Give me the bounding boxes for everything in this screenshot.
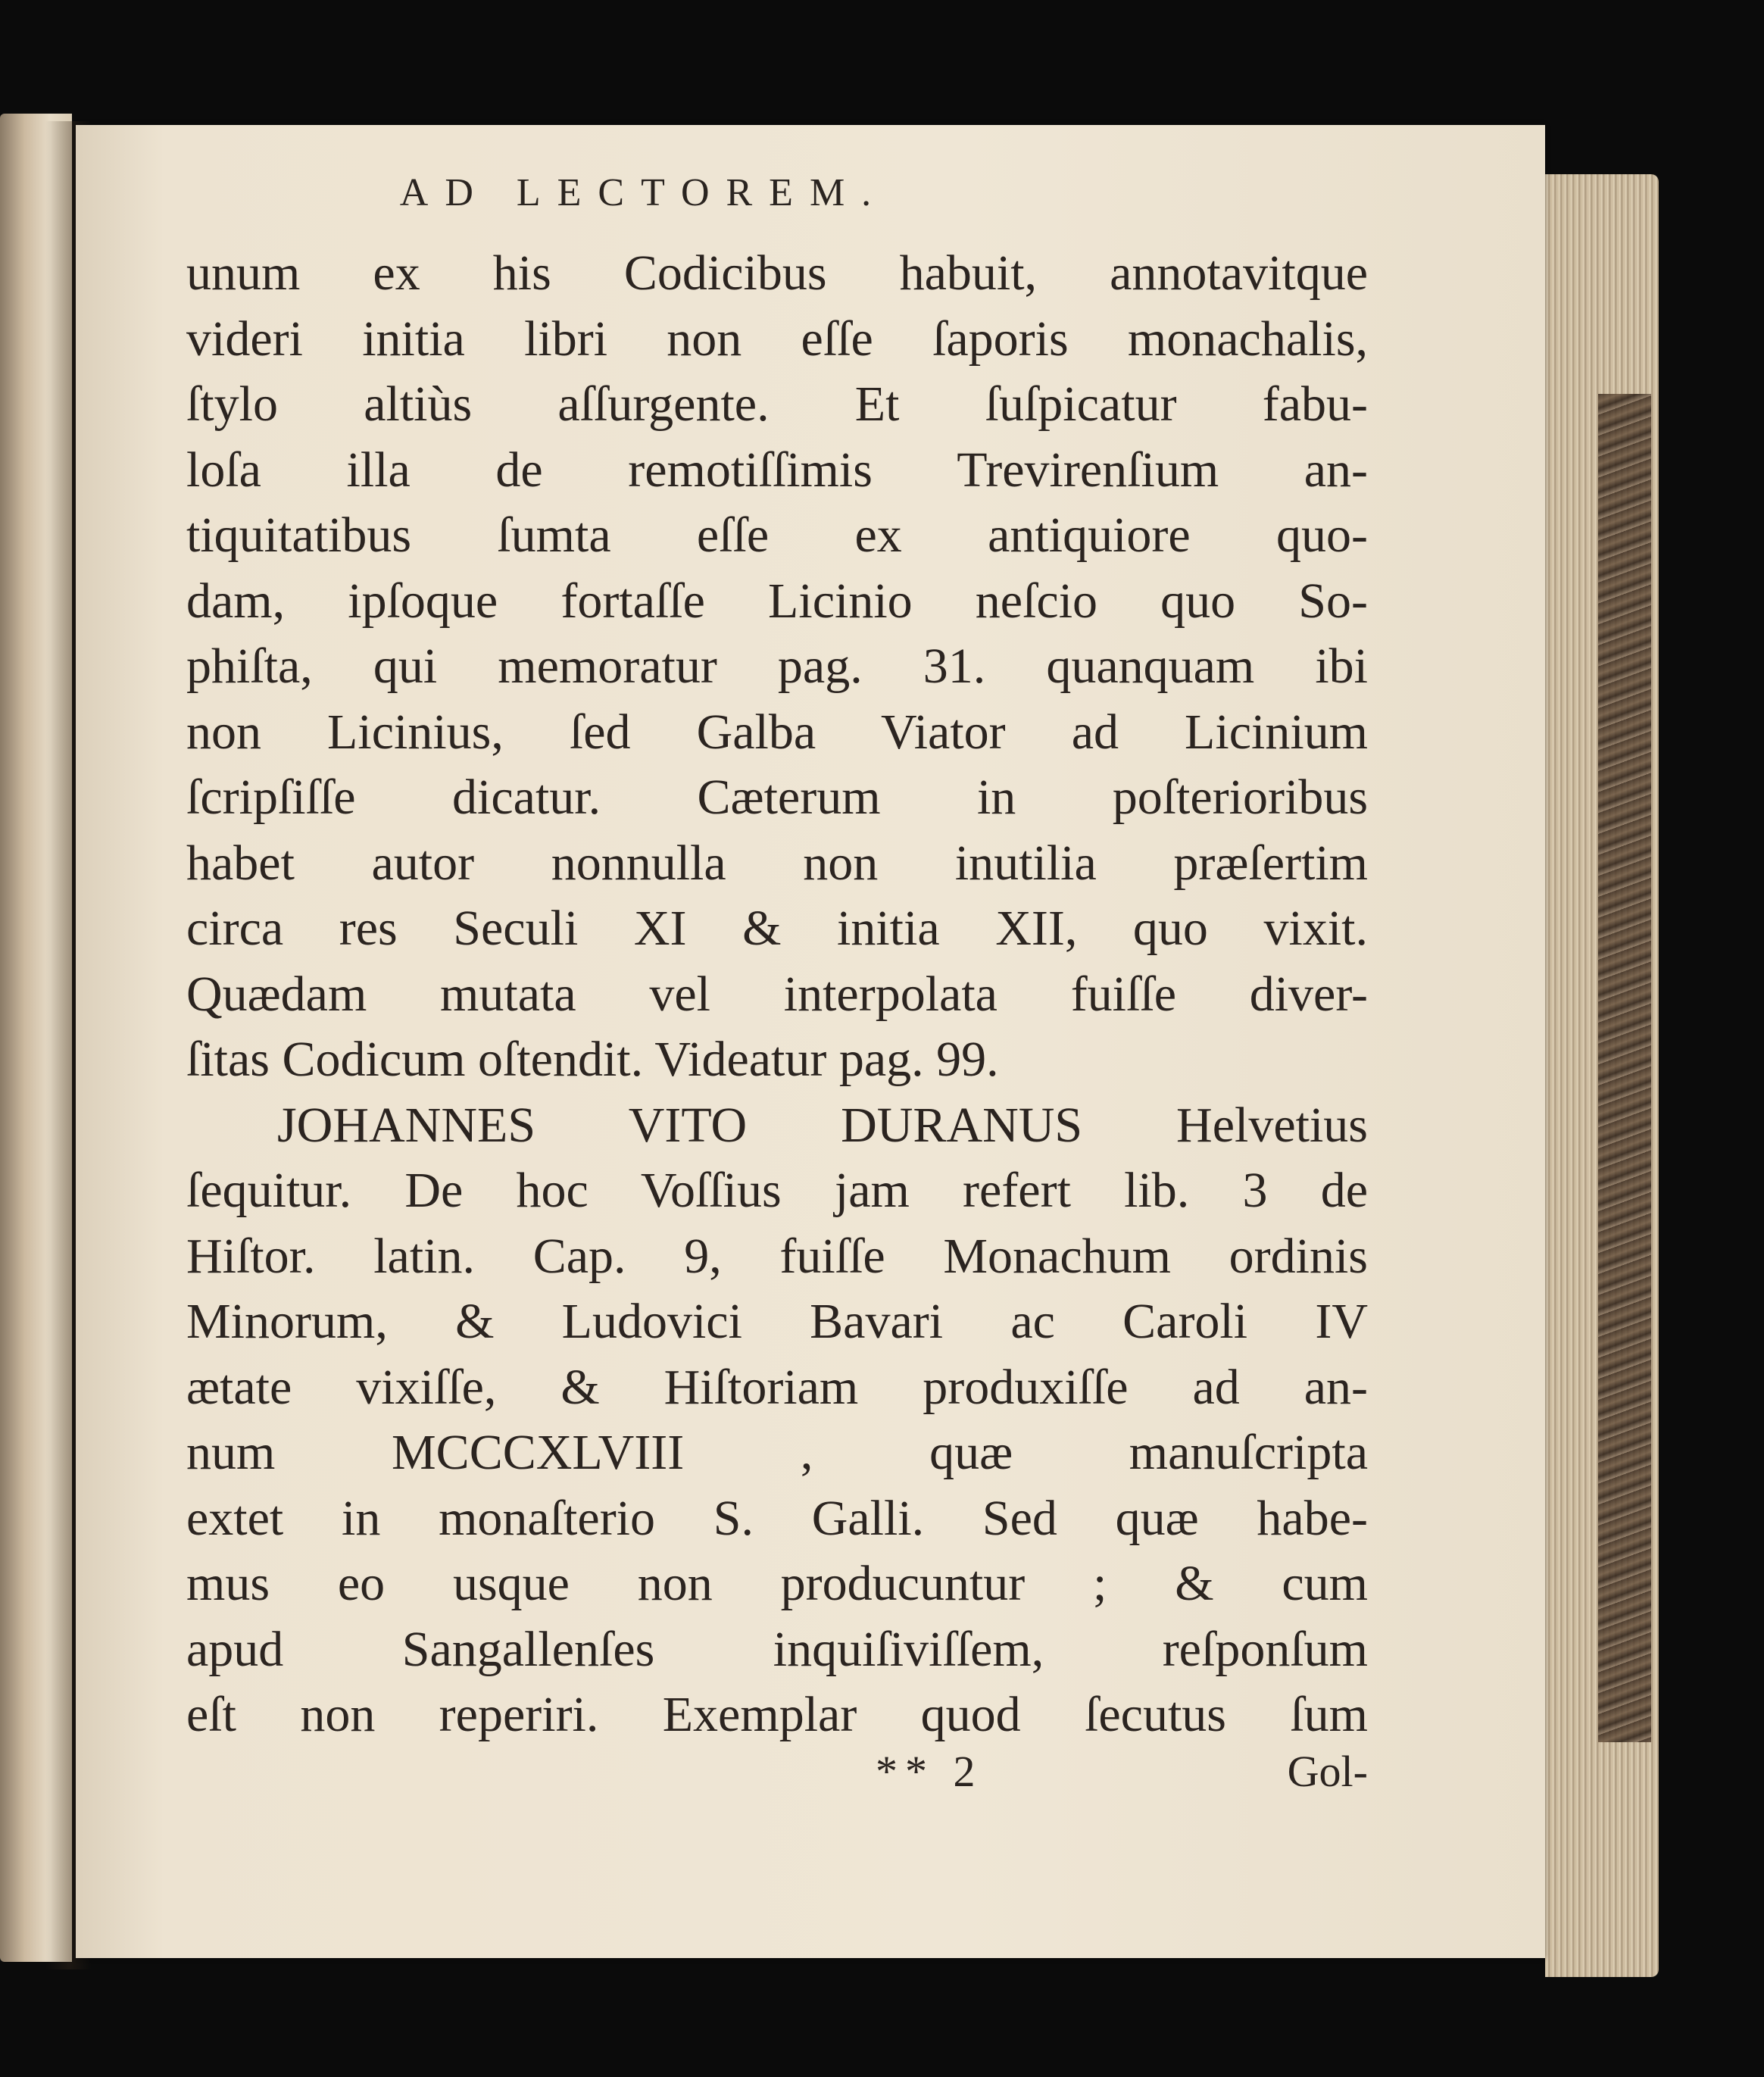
text-line: non Licinius, ſed Galba Viator ad Licinium <box>186 704 1368 760</box>
text-line: ætate vixiſſe, & Hiſtoriam produxiſſe ad an- <box>186 1359 1368 1415</box>
text-line: ſcripſiſſe dicatur. Cæterum in poſterioribus <box>186 770 1368 825</box>
text-line-paragraph-start: JOHANNES VITO DURANUS Helvetius <box>277 1097 1368 1153</box>
text-line: loſa illa de remotiſſimis Trevirenſium an- <box>186 442 1368 498</box>
text-block <box>186 241 1368 1748</box>
text-line: habet autor nonnulla non inutilia præſertim <box>186 835 1368 891</box>
text-line: extet in monaſterio S. Galli. Sed quæ habe- <box>186 1490 1368 1546</box>
signature-mark: ** 2 <box>876 1747 983 1796</box>
text-line: videri initia libri non eſſe ſaporis monachalis, <box>186 311 1368 367</box>
text-line: ſitas Codicum oſtendit. Videatur pag. 99. <box>186 1032 999 1087</box>
text-line: phiſta, qui memoratur pag. 31. quanquam ibi <box>186 639 1368 694</box>
running-head: AD LECTOREM. <box>399 171 888 214</box>
cover-edge <box>1598 394 1651 1742</box>
text-line: tiquitatibus ſumta eſſe ex antiquiore quo- <box>186 508 1368 563</box>
page-footer <box>186 1746 1368 1807</box>
text-line: apud Sangallenſes inquiſiviſſem, reſponſum <box>186 1621 1368 1677</box>
text-line: mus eo usque non producuntur ; & cum <box>186 1556 1368 1611</box>
text-line: Quædam mutata vel interpolata fuiſſe diver- <box>186 966 1368 1022</box>
text-line: circa res Seculi XI & initia XII, quo vixit. <box>186 901 1368 956</box>
text-line: unum ex his Codicibus habuit, annotavitque <box>186 245 1368 301</box>
text-line: ſequitur. De hoc Voſſius jam refert lib. 3 de <box>186 1163 1368 1218</box>
text-line: eſt non reperiri. Exemplar quod ſecutus ſum <box>186 1687 1368 1742</box>
catchword: Gol- <box>1287 1747 1368 1796</box>
text-line: num MCCCXLVIII , quæ manuſcripta <box>186 1425 1368 1480</box>
text-line: Minorum, & Ludovici Bavari ac Caroli IV <box>186 1294 1368 1349</box>
text-line: ſtylo altiùs aſſurgente. Et ſuſpicatur fabu- <box>186 376 1368 432</box>
text-line: dam, ipſoque fortaſſe Licinio neſcio quo So- <box>186 573 1368 629</box>
text-line: Hiſtor. latin. Cap. 9, fuiſſe Monachum ordinis <box>186 1228 1368 1284</box>
